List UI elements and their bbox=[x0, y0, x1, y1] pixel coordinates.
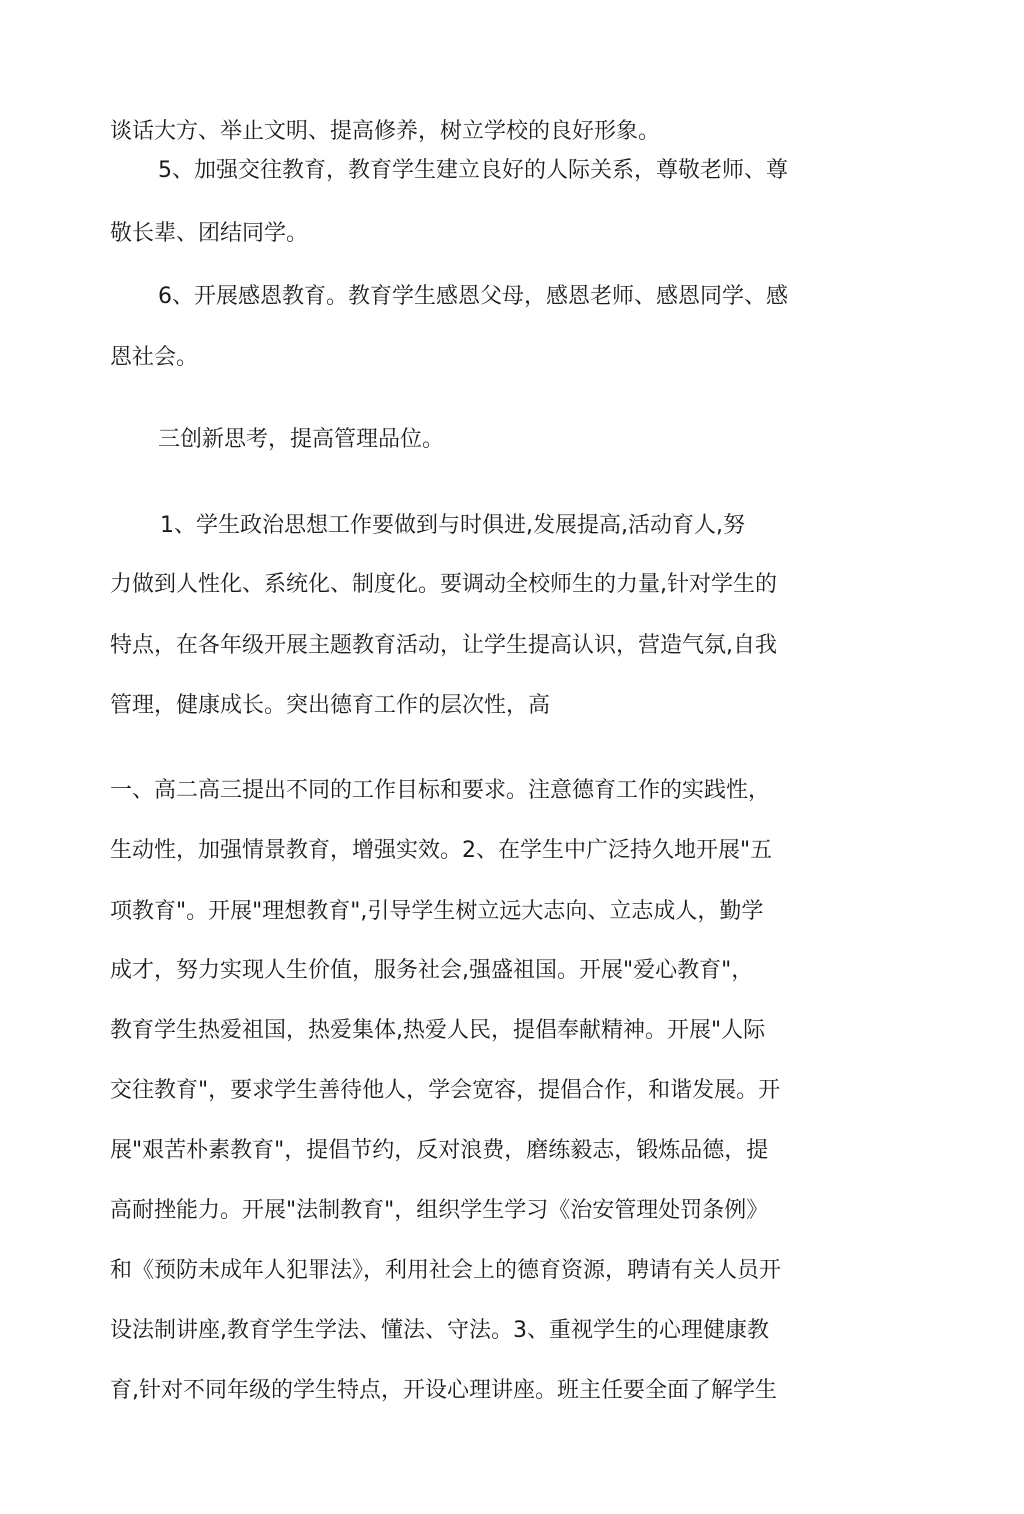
text-line-5: 恩社会。 bbox=[110, 345, 199, 370]
text-line-6: 三创新思考，提高管理品位。 bbox=[158, 427, 445, 452]
text-line-12: 生动性，加强情景教育，增强实效。2、在学生中广泛持久地开展"五 bbox=[110, 838, 773, 863]
text-line-14: 成才，努力实现人生价值，服务社会,强盛祖国。开展"爱心教育"， bbox=[110, 958, 754, 983]
text-line-21: 育,针对不同年级的学生特点，开设心理讲座。班主任要全面了解学生 bbox=[110, 1378, 777, 1403]
text-line-8: 力做到人性化、系统化、制度化。要调动全校师生的力量,针对学生的 bbox=[110, 572, 777, 597]
text-line-13: 项教育"。开展"理想教育",引导学生树立远大志向、立志成人，勤学 bbox=[110, 899, 764, 924]
text-line-4: 6、开展感恩教育。教育学生感恩父母，感恩老师、感恩同学、感 bbox=[158, 284, 788, 309]
text-line-9: 特点，在各年级开展主题教育活动，让学生提高认识，营造气氛,自我 bbox=[110, 633, 777, 658]
text-line-11: 一、高二高三提出不同的工作目标和要求。注意德育工作的实践性， bbox=[110, 778, 771, 803]
text-line-16: 交往教育"，要求学生善待他人，学会宽容，提倡合作，和谐发展。开 bbox=[110, 1078, 781, 1103]
text-line-3: 敬长辈、团结同学。 bbox=[110, 221, 309, 246]
text-line-2: 5、加强交往教育，教育学生建立良好的人际关系，尊敬老师、尊 bbox=[158, 158, 788, 183]
text-line-7: 1、学生政治思想工作要做到与时俱进,发展提高,活动育人,努 bbox=[160, 513, 745, 538]
text-line-20: 设法制讲座,教育学生学法、懂法、守法。3、重视学生的心理健康教 bbox=[110, 1318, 769, 1343]
text-line-17: 展"艰苦朴素教育"，提倡节约，反对浪费，磨练毅志，锻炼品德，提 bbox=[110, 1138, 769, 1163]
text-line-15: 教育学生热爱祖国，热爱集体,热爱人民，提倡奉献精神。开展"人际 bbox=[110, 1018, 766, 1043]
text-line-10: 管理，健康成长。突出德育工作的层次性，高 bbox=[110, 693, 551, 718]
text-line-1: 谈话大方、举止文明、提高修养，树立学校的良好形象。 bbox=[110, 119, 661, 144]
text-line-19: 和《预防未成年人犯罪法》，利用社会上的德育资源，聘请有关人员开 bbox=[110, 1258, 782, 1283]
text-line-18: 高耐挫能力。开展"法制教育"，组织学生学习《治安管理处罚条例》 bbox=[110, 1198, 769, 1223]
